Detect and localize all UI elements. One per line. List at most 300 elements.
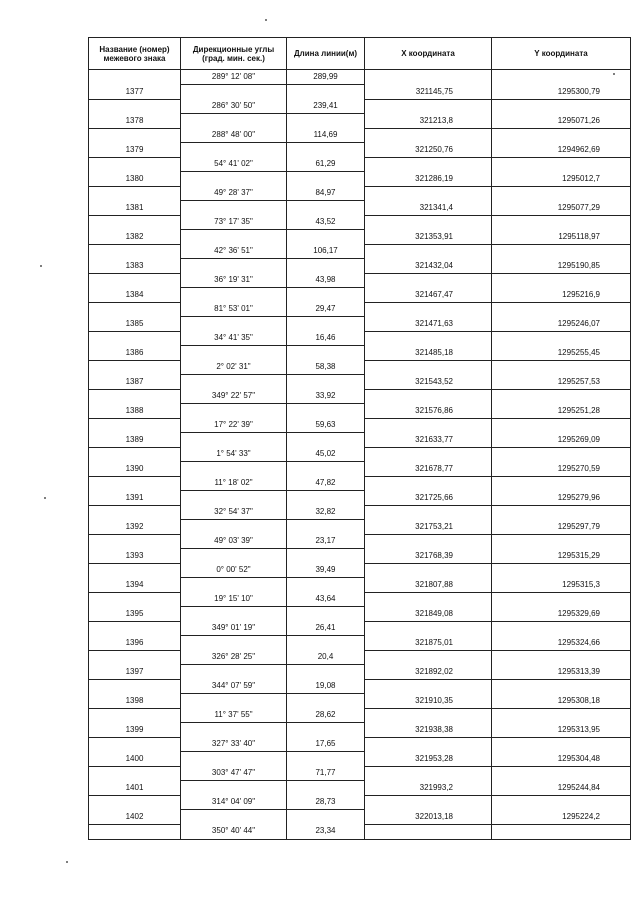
point-name-cell: 1380 xyxy=(89,172,181,187)
length-cell: 45,02 xyxy=(287,447,365,462)
point-name-cell: 1397 xyxy=(89,665,181,680)
x-coordinate-cell: 321768,39 xyxy=(365,549,492,564)
empty-angle-cell xyxy=(181,85,287,100)
segment-row xyxy=(89,737,631,752)
point-name-cell: 1382 xyxy=(89,230,181,245)
empty-length-cell xyxy=(287,694,365,709)
empty-angle-cell xyxy=(181,636,287,651)
point-row xyxy=(89,230,631,245)
angle-cell: 34° 41' 35" xyxy=(181,331,287,346)
segment-row xyxy=(89,331,631,346)
empty-length-cell xyxy=(287,781,365,796)
y-coordinate-cell: 1295190,85 xyxy=(492,259,631,274)
length-cell: 20,4 xyxy=(287,650,365,665)
point-row xyxy=(89,404,631,419)
angle-cell: 289° 12' 08" xyxy=(181,70,287,85)
empty-y-cell xyxy=(492,331,631,346)
empty-x-cell xyxy=(365,244,492,259)
table-header-row xyxy=(89,38,631,70)
point-name-cell: 1386 xyxy=(89,346,181,361)
x-coordinate-cell: 321910,35 xyxy=(365,694,492,709)
point-row xyxy=(89,752,631,767)
empty-x-cell xyxy=(365,99,492,114)
y-coordinate-cell: 1295324,66 xyxy=(492,636,631,651)
empty-x-cell xyxy=(365,418,492,433)
point-row xyxy=(89,143,631,158)
empty-length-cell xyxy=(287,433,365,448)
point-row xyxy=(89,549,631,564)
length-cell: 59,63 xyxy=(287,418,365,433)
empty-x-cell xyxy=(365,476,492,491)
empty-name-cell xyxy=(89,563,181,578)
angle-cell: 286° 30' 50" xyxy=(181,99,287,114)
empty-angle-cell xyxy=(181,752,287,767)
header-angle: Дирекционные углы (град. мин. сек.) xyxy=(181,38,287,70)
angle-cell: 73° 17' 35" xyxy=(181,215,287,230)
empty-y-cell xyxy=(492,99,631,114)
point-name-cell: 1402 xyxy=(89,810,181,825)
length-cell: 47,82 xyxy=(287,476,365,491)
empty-x-cell xyxy=(365,505,492,520)
empty-name-cell xyxy=(89,476,181,491)
empty-y-cell xyxy=(492,534,631,549)
header-y: Y координата xyxy=(492,38,631,70)
empty-x-cell xyxy=(365,766,492,781)
empty-name-cell xyxy=(89,389,181,404)
point-name-cell: 1391 xyxy=(89,491,181,506)
survey-table-sheet xyxy=(88,37,630,840)
point-row xyxy=(89,520,631,535)
segment-row xyxy=(89,708,631,723)
empty-x-cell xyxy=(365,708,492,723)
empty-name-cell xyxy=(89,157,181,172)
point-name-cell: 1389 xyxy=(89,433,181,448)
empty-angle-cell xyxy=(181,172,287,187)
empty-length-cell xyxy=(287,346,365,361)
scan-speck xyxy=(613,73,615,75)
point-row xyxy=(89,462,631,477)
y-coordinate-cell: 1295244,84 xyxy=(492,781,631,796)
y-coordinate-cell: 1295224,2 xyxy=(492,810,631,825)
length-cell: 289,99 xyxy=(287,70,365,85)
segment-row xyxy=(89,621,631,636)
y-coordinate-cell: 1295315,3 xyxy=(492,578,631,593)
x-coordinate-cell: 321807,88 xyxy=(365,578,492,593)
angle-cell: 0° 00' 52" xyxy=(181,563,287,578)
empty-x-cell xyxy=(365,447,492,462)
empty-y-cell xyxy=(492,215,631,230)
segment-row xyxy=(89,447,631,462)
length-cell: 43,52 xyxy=(287,215,365,230)
empty-length-cell xyxy=(287,114,365,129)
empty-y-cell xyxy=(492,650,631,665)
x-coordinate-cell: 321953,28 xyxy=(365,752,492,767)
x-coordinate-cell: 321576,86 xyxy=(365,404,492,419)
angle-cell: 81° 53' 01" xyxy=(181,302,287,317)
empty-y-cell xyxy=(492,128,631,143)
empty-length-cell xyxy=(287,462,365,477)
boundary-coordinates-table xyxy=(88,37,631,840)
empty-x-cell xyxy=(365,302,492,317)
segment-row xyxy=(89,795,631,810)
scan-speck xyxy=(40,265,42,267)
empty-angle-cell xyxy=(181,375,287,390)
empty-y-cell xyxy=(492,447,631,462)
point-row xyxy=(89,607,631,622)
empty-name-cell xyxy=(89,331,181,346)
segment-row xyxy=(89,389,631,404)
empty-angle-cell xyxy=(181,317,287,332)
empty-name-cell xyxy=(89,679,181,694)
segment-row xyxy=(89,273,631,288)
point-name-cell: 1393 xyxy=(89,549,181,564)
angle-cell: 326° 28' 25" xyxy=(181,650,287,665)
empty-x-cell xyxy=(365,331,492,346)
empty-name-cell xyxy=(89,505,181,520)
empty-name-cell xyxy=(89,244,181,259)
empty-x-cell xyxy=(365,70,492,85)
x-coordinate-cell: 321543,52 xyxy=(365,375,492,390)
empty-name-cell xyxy=(89,128,181,143)
x-coordinate-cell: 321753,21 xyxy=(365,520,492,535)
empty-length-cell xyxy=(287,607,365,622)
segment-row xyxy=(89,418,631,433)
empty-angle-cell xyxy=(181,230,287,245)
empty-name-cell xyxy=(89,186,181,201)
x-coordinate-cell: 321286,19 xyxy=(365,172,492,187)
empty-name-cell xyxy=(89,215,181,230)
empty-name-cell xyxy=(89,708,181,723)
empty-angle-cell xyxy=(181,549,287,564)
point-name-cell: 1387 xyxy=(89,375,181,390)
empty-x-cell xyxy=(365,592,492,607)
x-coordinate-cell: 321633,77 xyxy=(365,433,492,448)
empty-x-cell xyxy=(365,621,492,636)
segment-row xyxy=(89,244,631,259)
point-row xyxy=(89,665,631,680)
empty-name-cell xyxy=(89,824,181,839)
point-name-cell: 1385 xyxy=(89,317,181,332)
point-name-cell: 1398 xyxy=(89,694,181,709)
x-coordinate-cell: 322013,18 xyxy=(365,810,492,825)
angle-cell: 327° 33' 40" xyxy=(181,737,287,752)
segment-row xyxy=(89,650,631,665)
empty-angle-cell xyxy=(181,346,287,361)
point-name-cell: 1381 xyxy=(89,201,181,216)
empty-y-cell xyxy=(492,766,631,781)
length-cell: 114,69 xyxy=(287,128,365,143)
segment-row xyxy=(89,534,631,549)
x-coordinate-cell: 321875,01 xyxy=(365,636,492,651)
empty-name-cell xyxy=(89,273,181,288)
x-coordinate-cell: 321471,63 xyxy=(365,317,492,332)
x-coordinate-cell: 321678,77 xyxy=(365,462,492,477)
y-coordinate-cell: 1295297,79 xyxy=(492,520,631,535)
empty-angle-cell xyxy=(181,433,287,448)
empty-angle-cell xyxy=(181,462,287,477)
x-coordinate-cell: 321341,4 xyxy=(365,201,492,216)
empty-y-cell xyxy=(492,563,631,578)
x-coordinate-cell: 321213,8 xyxy=(365,114,492,129)
empty-angle-cell xyxy=(181,520,287,535)
y-coordinate-cell: 1294962,69 xyxy=(492,143,631,158)
empty-x-cell xyxy=(365,679,492,694)
length-cell: 29,47 xyxy=(287,302,365,317)
segment-row xyxy=(89,476,631,491)
empty-y-cell xyxy=(492,273,631,288)
length-cell: 23,34 xyxy=(287,824,365,839)
empty-x-cell xyxy=(365,563,492,578)
angle-cell: 1° 54' 33" xyxy=(181,447,287,462)
table-body xyxy=(89,70,631,840)
length-cell: 33,92 xyxy=(287,389,365,404)
length-cell: 43,98 xyxy=(287,273,365,288)
x-coordinate-cell: 321938,38 xyxy=(365,723,492,738)
angle-cell: 2° 02' 31" xyxy=(181,360,287,375)
y-coordinate-cell: 1295304,48 xyxy=(492,752,631,767)
empty-y-cell xyxy=(492,795,631,810)
header-name: Название (номер) межевого знака xyxy=(89,38,181,70)
y-coordinate-cell: 1295257,53 xyxy=(492,375,631,390)
empty-length-cell xyxy=(287,288,365,303)
empty-x-cell xyxy=(365,273,492,288)
y-coordinate-cell: 1295329,69 xyxy=(492,607,631,622)
point-row xyxy=(89,375,631,390)
length-cell: 28,62 xyxy=(287,708,365,723)
point-row xyxy=(89,288,631,303)
segment-row xyxy=(89,157,631,172)
point-name-cell: 1384 xyxy=(89,288,181,303)
empty-angle-cell xyxy=(181,781,287,796)
empty-y-cell xyxy=(492,824,631,839)
angle-cell: 36° 19' 31" xyxy=(181,273,287,288)
empty-length-cell xyxy=(287,143,365,158)
point-row xyxy=(89,578,631,593)
angle-cell: 288° 48' 00" xyxy=(181,128,287,143)
y-coordinate-cell: 1295255,45 xyxy=(492,346,631,361)
empty-x-cell xyxy=(365,157,492,172)
empty-length-cell xyxy=(287,723,365,738)
empty-angle-cell xyxy=(181,578,287,593)
angle-cell: 11° 37' 55" xyxy=(181,708,287,723)
segment-row xyxy=(89,302,631,317)
point-row xyxy=(89,694,631,709)
empty-x-cell xyxy=(365,650,492,665)
point-row xyxy=(89,723,631,738)
empty-length-cell xyxy=(287,665,365,680)
empty-length-cell xyxy=(287,578,365,593)
point-name-cell: 1400 xyxy=(89,752,181,767)
empty-length-cell xyxy=(287,491,365,506)
empty-x-cell xyxy=(365,534,492,549)
x-coordinate-cell: 321892,02 xyxy=(365,665,492,680)
x-coordinate-cell: 321993,2 xyxy=(365,781,492,796)
empty-x-cell xyxy=(365,186,492,201)
point-row xyxy=(89,636,631,651)
empty-y-cell xyxy=(492,186,631,201)
point-name-cell: 1377 xyxy=(89,85,181,100)
segment-row xyxy=(89,186,631,201)
empty-angle-cell xyxy=(181,201,287,216)
empty-name-cell xyxy=(89,650,181,665)
segment-row xyxy=(89,70,631,85)
point-row xyxy=(89,201,631,216)
empty-angle-cell xyxy=(181,143,287,158)
empty-angle-cell xyxy=(181,259,287,274)
empty-name-cell xyxy=(89,621,181,636)
segment-row xyxy=(89,215,631,230)
segment-row xyxy=(89,766,631,781)
scan-speck xyxy=(44,497,46,499)
angle-cell: 344° 07' 59" xyxy=(181,679,287,694)
x-coordinate-cell: 321353,91 xyxy=(365,230,492,245)
scan-speck xyxy=(66,861,68,863)
point-name-cell: 1399 xyxy=(89,723,181,738)
point-name-cell: 1395 xyxy=(89,607,181,622)
y-coordinate-cell: 1295313,39 xyxy=(492,665,631,680)
y-coordinate-cell: 1295308,18 xyxy=(492,694,631,709)
segment-row xyxy=(89,592,631,607)
point-row xyxy=(89,433,631,448)
empty-x-cell xyxy=(365,824,492,839)
segment-row xyxy=(89,99,631,114)
length-cell: 71,77 xyxy=(287,766,365,781)
empty-x-cell xyxy=(365,737,492,752)
empty-length-cell xyxy=(287,404,365,419)
angle-cell: 42° 36' 51" xyxy=(181,244,287,259)
empty-x-cell xyxy=(365,360,492,375)
x-coordinate-cell: 321250,76 xyxy=(365,143,492,158)
empty-angle-cell xyxy=(181,723,287,738)
length-cell: 26,41 xyxy=(287,621,365,636)
y-coordinate-cell: 1295313,95 xyxy=(492,723,631,738)
point-name-cell: 1394 xyxy=(89,578,181,593)
empty-length-cell xyxy=(287,317,365,332)
length-cell: 19,08 xyxy=(287,679,365,694)
empty-angle-cell xyxy=(181,288,287,303)
length-cell: 43,64 xyxy=(287,592,365,607)
x-coordinate-cell: 321485,18 xyxy=(365,346,492,361)
x-coordinate-cell: 321432,04 xyxy=(365,259,492,274)
empty-name-cell xyxy=(89,447,181,462)
y-coordinate-cell: 1295300,79 xyxy=(492,85,631,100)
empty-y-cell xyxy=(492,505,631,520)
empty-name-cell xyxy=(89,418,181,433)
angle-cell: 17° 22' 39" xyxy=(181,418,287,433)
length-cell: 106,17 xyxy=(287,244,365,259)
y-coordinate-cell: 1295269,09 xyxy=(492,433,631,448)
angle-cell: 54° 41' 02" xyxy=(181,157,287,172)
empty-y-cell xyxy=(492,418,631,433)
point-row xyxy=(89,346,631,361)
angle-cell: 19° 15' 10" xyxy=(181,592,287,607)
empty-name-cell xyxy=(89,70,181,85)
empty-x-cell xyxy=(365,215,492,230)
length-cell: 17,65 xyxy=(287,737,365,752)
x-coordinate-cell: 321725,66 xyxy=(365,491,492,506)
segment-row xyxy=(89,128,631,143)
length-cell: 32,82 xyxy=(287,505,365,520)
angle-cell: 314° 04' 09" xyxy=(181,795,287,810)
length-cell: 61,29 xyxy=(287,157,365,172)
y-coordinate-cell: 1295118,97 xyxy=(492,230,631,245)
empty-y-cell xyxy=(492,708,631,723)
empty-y-cell xyxy=(492,592,631,607)
y-coordinate-cell: 1295216,9 xyxy=(492,288,631,303)
x-coordinate-cell: 321849,08 xyxy=(365,607,492,622)
angle-cell: 32° 54' 37" xyxy=(181,505,287,520)
y-coordinate-cell: 1295246,07 xyxy=(492,317,631,332)
angle-cell: 49° 28' 37" xyxy=(181,186,287,201)
x-coordinate-cell: 321467,47 xyxy=(365,288,492,303)
empty-angle-cell xyxy=(181,810,287,825)
empty-length-cell xyxy=(287,375,365,390)
length-cell: 39,49 xyxy=(287,563,365,578)
y-coordinate-cell: 1295071,26 xyxy=(492,114,631,129)
empty-name-cell xyxy=(89,766,181,781)
length-cell: 84,97 xyxy=(287,186,365,201)
segment-row xyxy=(89,824,631,839)
empty-y-cell xyxy=(492,360,631,375)
empty-name-cell xyxy=(89,360,181,375)
length-cell: 28,73 xyxy=(287,795,365,810)
empty-y-cell xyxy=(492,737,631,752)
point-row xyxy=(89,317,631,332)
empty-angle-cell xyxy=(181,491,287,506)
empty-name-cell xyxy=(89,534,181,549)
empty-x-cell xyxy=(365,795,492,810)
x-coordinate-cell: 321145,75 xyxy=(365,85,492,100)
empty-length-cell xyxy=(287,172,365,187)
point-name-cell: 1379 xyxy=(89,143,181,158)
point-row xyxy=(89,781,631,796)
empty-length-cell xyxy=(287,636,365,651)
empty-name-cell xyxy=(89,737,181,752)
segment-row xyxy=(89,505,631,520)
empty-name-cell xyxy=(89,592,181,607)
point-row xyxy=(89,259,631,274)
empty-angle-cell xyxy=(181,607,287,622)
empty-x-cell xyxy=(365,128,492,143)
empty-y-cell xyxy=(492,70,631,85)
length-cell: 58,38 xyxy=(287,360,365,375)
empty-y-cell xyxy=(492,679,631,694)
empty-y-cell xyxy=(492,389,631,404)
point-name-cell: 1390 xyxy=(89,462,181,477)
empty-name-cell xyxy=(89,795,181,810)
point-name-cell: 1378 xyxy=(89,114,181,129)
empty-angle-cell xyxy=(181,694,287,709)
segment-row xyxy=(89,360,631,375)
scan-speck xyxy=(265,19,267,21)
point-row xyxy=(89,491,631,506)
y-coordinate-cell: 1295270,59 xyxy=(492,462,631,477)
empty-y-cell xyxy=(492,476,631,491)
empty-angle-cell xyxy=(181,404,287,419)
segment-row xyxy=(89,679,631,694)
header-x: X координата xyxy=(365,38,492,70)
angle-cell: 11° 18' 02" xyxy=(181,476,287,491)
angle-cell: 49° 03' 39" xyxy=(181,534,287,549)
y-coordinate-cell: 1295077,29 xyxy=(492,201,631,216)
empty-angle-cell xyxy=(181,665,287,680)
empty-y-cell xyxy=(492,244,631,259)
y-coordinate-cell: 1295315,29 xyxy=(492,549,631,564)
empty-y-cell xyxy=(492,621,631,636)
empty-y-cell xyxy=(492,157,631,172)
length-cell: 23,17 xyxy=(287,534,365,549)
point-row xyxy=(89,85,631,100)
